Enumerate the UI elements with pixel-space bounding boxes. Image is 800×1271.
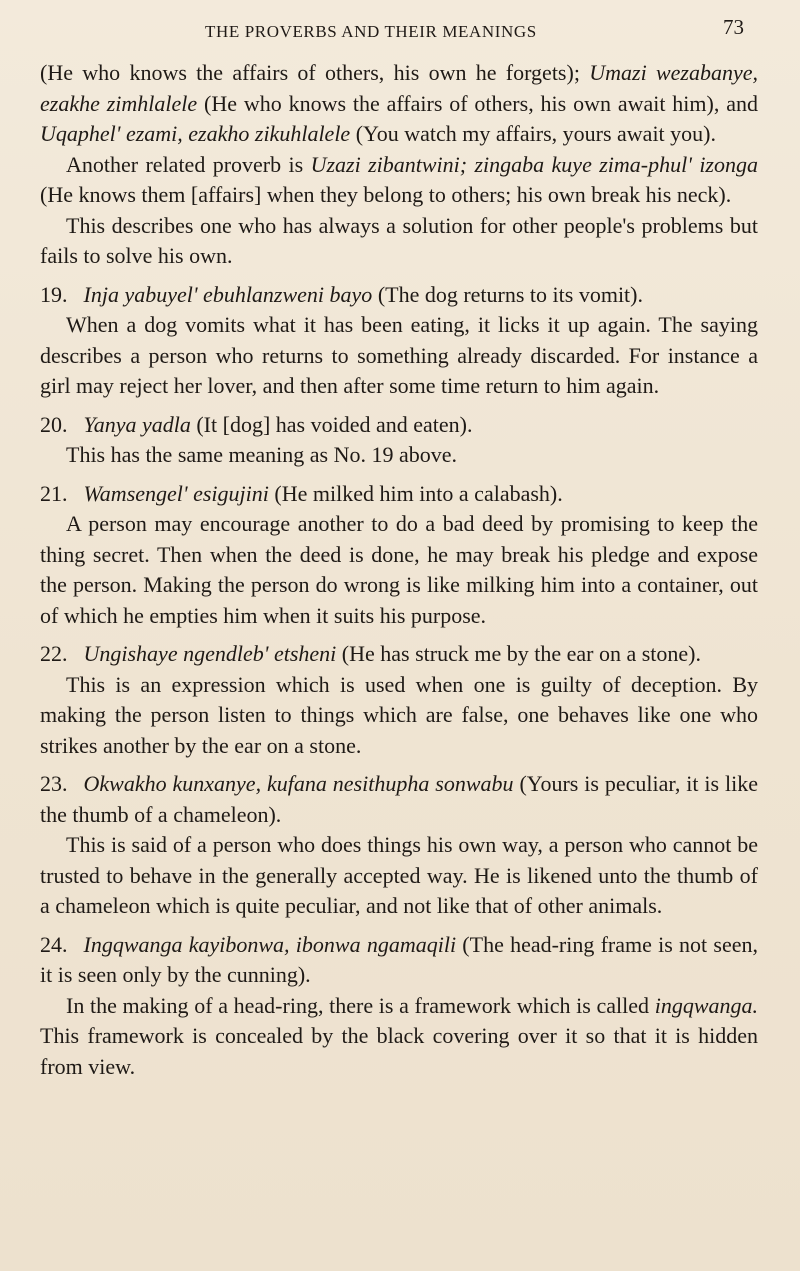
zulu-proverb: Umazi wezabanye, ezakhe zimhlalele bbox=[40, 60, 759, 116]
zulu-proverb: Uzazi zibantwini; zingaba kuye zima-phul' izonga bbox=[310, 151, 758, 177]
text-run: (He who knows the affairs of others, his own he forgets); bbox=[40, 60, 590, 85]
proverb-number: 21. bbox=[40, 480, 68, 506]
proverb-entry-22 bbox=[40, 639, 758, 670]
proverb-explanation-23: This is said of a person who does things his own way, a person who cannot be trusted to behave in the generally accepted way. He is likened unto the thumb of a chameleon which is quite peculiar, and not like that of other animals. bbox=[40, 832, 758, 918]
proverb-translation: (He milked him into a calabash). bbox=[268, 480, 563, 506]
zulu-proverb: Inja yabuyel' ebuhlanzweni bayo bbox=[83, 281, 373, 307]
zulu-term: ingqwanga. bbox=[654, 992, 758, 1018]
running-head: THE PROVERBS AND THEIR MEANINGS bbox=[205, 22, 537, 41]
text-run: (He who knows the affairs of others, his own await him), and bbox=[197, 90, 758, 116]
proverb-entry-21 bbox=[40, 479, 758, 510]
zulu-proverb: Okwakho kunxanye, kufana nesithupha sonwabu bbox=[83, 771, 514, 796]
continued-paragraph bbox=[40, 58, 758, 150]
proverb-number: 22. bbox=[40, 641, 68, 666]
proverb-translation: (The head-ring frame is not seen, it is seen only by the cunning). bbox=[40, 931, 759, 987]
proverb-explanation-24 bbox=[40, 991, 758, 1083]
text-run: In the making of a head-ring, there is a framework which is called bbox=[66, 992, 655, 1018]
proverb-entry-23 bbox=[40, 769, 758, 830]
text-run: (You watch my affairs, yours await you). bbox=[350, 121, 716, 146]
proverb-translation: (Yours is peculiar, it is like the thumb of a chameleon). bbox=[40, 771, 758, 827]
zulu-proverb: Wamsengel' esigujini bbox=[83, 480, 269, 506]
text-run: Another related proverb is bbox=[66, 151, 311, 177]
proverb-explanation-22: This is an expression which is used when one is guilty of deception. By making the person listen to things which are false, one behaves like one who strikes another by the ear on a stone. bbox=[40, 671, 758, 758]
proverb-explanation-21: A person may encourage another to do a bad deed by promising to keep the thing secret. Then when the deed is done, he may break his pledge and expose the person. Making the person do wrong is like milking him into a container, out of which he empties him when it suits his purpose. bbox=[40, 511, 758, 628]
proverb-explanation-19: When a dog vomits what it has been eating, it licks it up again. The saying describes a person who returns to something already discarded. For instance a girl may reject her lover, and then after some time return to him again. bbox=[40, 312, 758, 398]
page-header bbox=[0, 12, 800, 52]
explanation-paragraph: This describes one who has always a solution for other people's problems but fails to solve his own. bbox=[40, 212, 758, 268]
page-number: 73 bbox=[723, 15, 744, 39]
zulu-proverb: Yanya yadla bbox=[83, 411, 191, 437]
page-body bbox=[40, 58, 758, 1082]
zulu-proverb: Ungishaye ngendleb' etsheni bbox=[83, 641, 337, 666]
zulu-proverb: Uqaphel' ezami, ezakho zikuhlalele bbox=[40, 121, 351, 146]
proverb-number: 19. bbox=[40, 281, 68, 307]
proverb-number: 23. bbox=[40, 771, 68, 796]
zulu-proverb: Ingqwanga kayibonwa, ibonwa ngamaqili bbox=[83, 931, 457, 957]
proverb-translation: (The dog returns to its vomit). bbox=[372, 281, 643, 307]
proverb-translation: (He has struck me by the ear on a stone). bbox=[336, 641, 701, 666]
text-run: (He knows them [affairs] when they belong to others; his own break his neck). bbox=[40, 182, 732, 207]
proverb-entry-24 bbox=[40, 930, 758, 991]
related-proverb-paragraph bbox=[40, 150, 758, 211]
proverb-number: 20. bbox=[40, 411, 68, 437]
proverb-number: 24. bbox=[40, 931, 68, 957]
text-run: This framework is concealed by the black covering over it so that it is hidden from view. bbox=[40, 1023, 758, 1079]
proverb-entry-20 bbox=[40, 410, 758, 441]
proverb-explanation-20: This has the same meaning as No. 19 above. bbox=[66, 442, 458, 467]
proverb-translation: (It [dog] has voided and eaten). bbox=[190, 411, 473, 437]
proverb-entry-19 bbox=[40, 280, 758, 311]
